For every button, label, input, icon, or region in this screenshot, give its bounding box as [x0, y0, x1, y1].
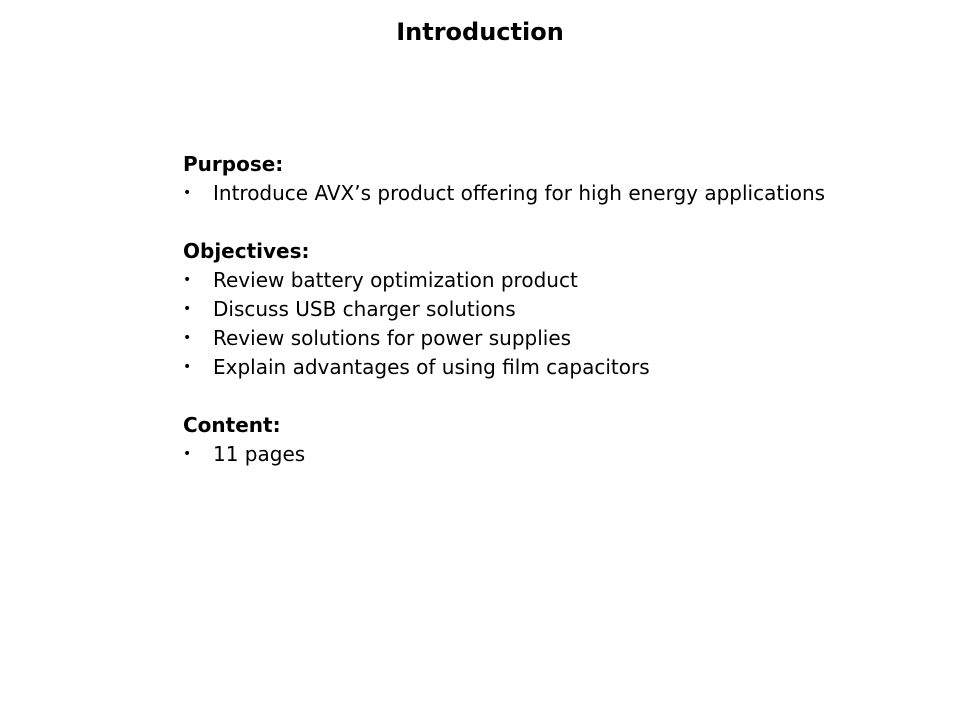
list-item: [183, 353, 883, 382]
objectives-section: [183, 237, 883, 382]
bullet-icon: •: [183, 185, 192, 201]
bullet-icon: •: [183, 330, 192, 346]
list-item-text: 11 pages: [213, 442, 306, 466]
slide-content: [183, 150, 883, 498]
bullet-list: [183, 266, 883, 382]
content-section: [183, 411, 883, 469]
list-item-text: Review battery optimization product: [213, 268, 578, 292]
bullet-icon: •: [183, 359, 192, 375]
list-item: [183, 266, 883, 295]
list-item-text: Explain advantages of using film capacitors: [213, 355, 650, 379]
section-heading: Content:: [183, 413, 281, 437]
bullet-icon: •: [183, 272, 192, 288]
section-heading: Objectives:: [183, 239, 310, 263]
bullet-icon: •: [183, 301, 192, 317]
list-item-text: Review solutions for power supplies: [213, 326, 572, 350]
list-item: [183, 295, 883, 324]
list-item: [183, 440, 883, 469]
list-item-text: Discuss USB charger solutions: [213, 297, 516, 321]
page-title: Introduction: [396, 18, 564, 46]
section-heading: Purpose:: [183, 152, 284, 176]
purpose-section: [183, 150, 883, 208]
list-item: [183, 324, 883, 353]
bullet-icon: •: [183, 446, 192, 462]
bullet-list: [183, 440, 883, 469]
list-item-text: Introduce AVX’s product offering for high energy applications: [213, 181, 826, 205]
bullet-list: [183, 179, 883, 208]
list-item: [183, 179, 883, 208]
